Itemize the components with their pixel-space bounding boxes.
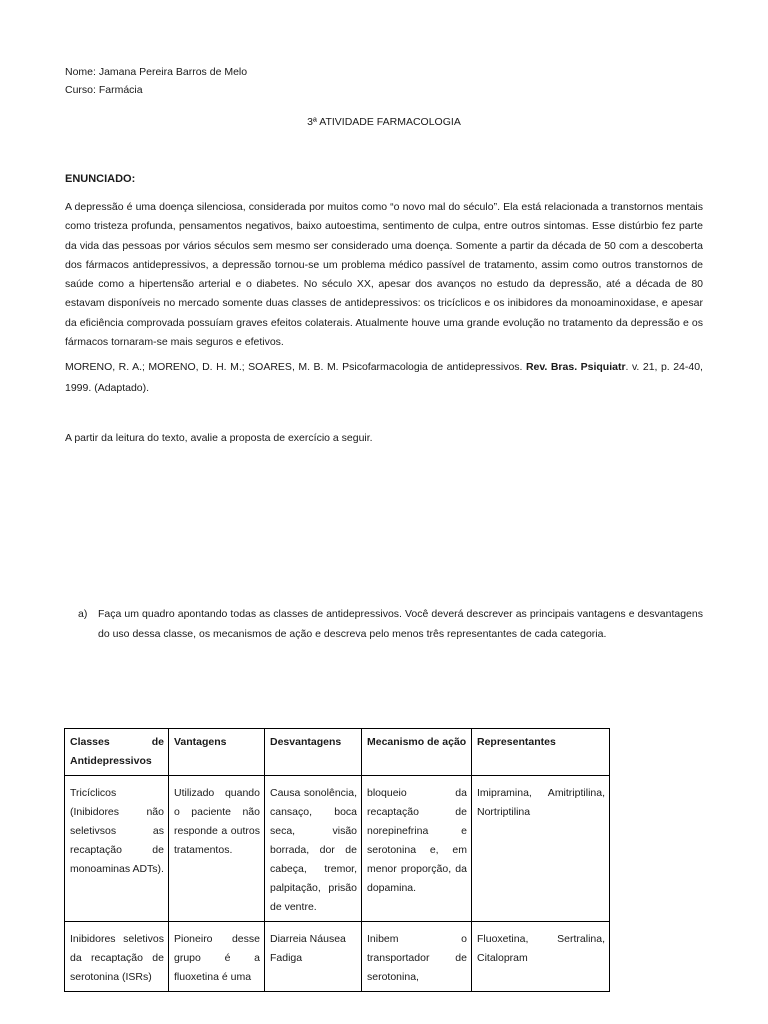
student-course: Curso: Farmácia [65, 84, 143, 96]
table-row [65, 922, 610, 992]
cell-mechanism: bloqueio da recaptação de norepinefrina e serotonina e, em menor proporção, da dopamina. [362, 776, 472, 922]
cell-class: Tricíclicos (Inibidores não seletivsos as recaptação de monoaminas ADTs). [65, 776, 169, 922]
header-representatives: Representantes [472, 729, 610, 776]
section-heading: ENUNCIADO: [65, 173, 136, 185]
header-classes: Classes de Antidepressivos [65, 729, 169, 776]
task-item [78, 605, 703, 644]
header-mechanism: Mecanismo de ação [362, 729, 472, 776]
cell-disadvantages: Diarreia Náusea Fadiga [265, 922, 362, 992]
cell-advantages: Utilizado quando o paciente não responde a outros tratamentos. [169, 776, 265, 922]
reference-authors: MORENO, R. A.; MORENO, D. H. M.; SOARES, M. B. M. Psicofarmacologia de antidepressivos. [65, 361, 526, 373]
reference-citation [65, 357, 703, 399]
cell-disadvantages: Causa sonolência, cansaço, boca seca, visão borrada, dor de cabeça, tremor, palpitação, prisão de ventre. [265, 776, 362, 922]
table-header-row [65, 729, 610, 776]
task-text: Faça um quadro apontando todas as classes de antidepressivos. Você deverá descrever as principais vantagens e desvantagens do uso dessa classe, os mecanismos de ação e descreva pelo menos três representantes de cada categoria. [98, 608, 703, 640]
reference-details: . v. 21, p. 24-40, 1999. (Adaptado). [65, 361, 703, 394]
document-title: 3ª ATIVIDADE FARMACOLOGIA [307, 116, 461, 128]
header-advantages: Vantagens [169, 729, 265, 776]
header-disadvantages: Desvantagens [265, 729, 362, 776]
antidepressants-table [64, 728, 610, 992]
reference-journal: Rev. Bras. Psiquiatr [525, 361, 626, 373]
cell-mechanism: Inibem o transportador de serotonina, [362, 922, 472, 992]
cell-class: Inibidores seletivos da recaptação de serotonina (ISRs) [65, 922, 169, 992]
student-name: Nome: Jamana Pereira Barros de Melo [65, 66, 248, 78]
task-marker: a) [78, 608, 88, 620]
cell-advantages: Pioneiro desse grupo é a fluoxetina é uma [169, 922, 265, 992]
cell-representatives: Fluoxetina, Sertralina, Citalopram [472, 922, 610, 992]
instruction-text: A partir da leitura do texto, avalie a proposta de exercício a seguir. [65, 432, 373, 444]
table-row [65, 776, 610, 922]
cell-representatives: Imipramina, Amitriptilina, Nortriptilina [472, 776, 610, 922]
statement-paragraph: A depressão é uma doença silenciosa, considerada por muitos como “o novo mal do século”. Ela está relacionada a transtornos mentais como tristeza profunda, pensamentos negativos, baixo autoestima, sentimento de culpa, entre outros sintomas. Esse distúrbio fez parte da vida das pessoas por vários séculos sem mesmo ser considerado uma doença. Somente a partir da década de 50 com a descoberta dos fármacos antidepressivos, a depressão tornou-se um problema médico passível de tratamento, assim como outros transtornos de saúde como a hipertensão arterial e o diabetes. No século XX, apesar dos avanços no estudo da depressão, até a década de 80 estavam disponíveis no mercado somente duas classes de antidepressivos: os tricíclicos e os inibidores da monoaminoxidase, e apesar da eficiência comprovada possuíam graves efeitos colaterais. Atualmente houve uma grande evolução no tratamento da depressão e os fármacos tornaram-se mais seguros e efetivos. [65, 201, 703, 349]
